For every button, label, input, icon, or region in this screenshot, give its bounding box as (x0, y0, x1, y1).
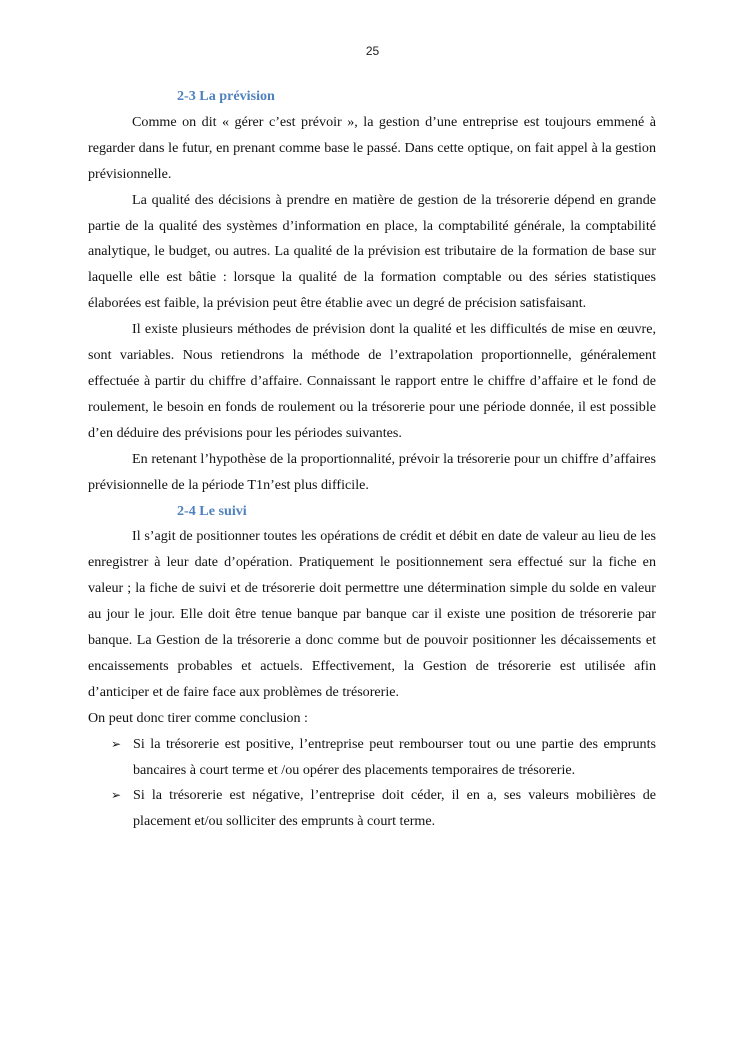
paragraph: En retenant l’hypothèse de la proportionnalité, prévoir la trésorerie pour un chiffre d’affaires prévisionnelle de la période T1n’est plus difficile. (88, 450, 656, 493)
list-item-text: Si la trésorerie est positive, l’entreprise peut rembourser tout ou une partie des emprunts bancaires à court terme et /ou opérer des placements temporaires de trésorerie. (133, 735, 656, 778)
list-item (111, 783, 656, 835)
arrowhead-bullet-icon: ➢ (111, 736, 122, 751)
paragraph: Il existe plusieurs méthodes de prévision dont la qualité et les difficultés de mise en œuvre, sont variables. Nous retiendrons la méthode de l’extrapolation proportionnelle, généralement effectuée à partir du chiffre d’affaire. Connaissant le rapport entre le chiffre d’affaire et le fond de roulement, le besoin en fonds de roulement ou la trésorerie pour une période donnée, il est possible d’en déduire des prévisions pour les périodes suivantes. (88, 321, 656, 441)
section-heading-suivi: 2-4 Le suivi (177, 502, 247, 519)
arrowhead-bullet-icon: ➢ (111, 788, 122, 803)
paragraph: Il s’agit de positionner toutes les opérations de crédit et débit en date de valeur au lieu de les enregistrer à leur date d’opération. Pratiquement le positionnement sera effectué sur la fiche en valeur ; la fiche de suivi et de trésorerie doit permettre une détermination simple du solde en valeur au jour le jour. Elle doit être tenue banque par banque car il existe une position de trésorerie par banque. La Gestion de la trésorerie a donc comme but de pouvoir positionner les décaissements et encaissements probables et actuels. Effectivement, la Gestion de trésorerie est utilisée afin d’anticiper et de faire face aux problèmes de trésorerie. (88, 528, 656, 700)
document-body (88, 84, 656, 835)
paragraph: La qualité des décisions à prendre en matière de gestion de la trésorerie dépend en grande partie de la qualité des systèmes d’information en place, la comptabilité générale, la comptabilité analytique, le budget, ou autres. La qualité de la prévision est tributaire de la formation de base sur laquelle elle est bâtie : lorsque la qualité de la formation comptable ou des séries statistiques élaborées est faible, la prévision peut être établie avec un degré de précision satisfaisant. (88, 191, 656, 312)
conclusion-intro: On peut donc tirer comme conclusion : (88, 709, 308, 726)
section-heading-prevision: 2-3 La prévision (177, 88, 275, 104)
list-item-text: Si la trésorerie est négative, l’entreprise doit céder, il en a, ses valeurs mobilières de placement et/ou solliciter des emprunts à court terme. (133, 787, 656, 830)
conclusion-list (88, 732, 656, 836)
page-number: 25 (365, 44, 380, 58)
paragraph: Comme on dit « gérer c’est prévoir », la gestion d’une entreprise est toujours emmené à regarder dans le futur, en prenant comme base le passé. Dans cette optique, on fait appel à la gestion prévisionnelle. (88, 113, 656, 182)
list-item (111, 732, 656, 784)
